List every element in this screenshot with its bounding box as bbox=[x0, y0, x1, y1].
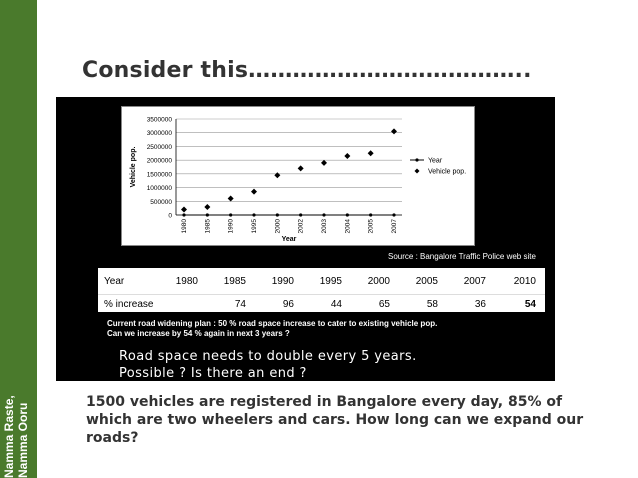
table-cell-year: 1985 bbox=[223, 276, 246, 287]
series-year-point bbox=[276, 213, 279, 216]
series-year-point bbox=[299, 213, 302, 216]
source-note: Source : Bangalore Traffic Police web site bbox=[388, 252, 536, 261]
series-year-point bbox=[369, 213, 372, 216]
plan-line2: Can we increase by 54 % again in next 3 years ? bbox=[107, 329, 290, 338]
table-cell-increase: 96 bbox=[282, 299, 294, 310]
series-year-point bbox=[322, 213, 325, 216]
table-cell-year: 2005 bbox=[415, 276, 438, 287]
series-vehicle-point bbox=[368, 150, 374, 156]
table-cell-increase: 36 bbox=[474, 299, 486, 310]
table-cell-year: 2010 bbox=[513, 276, 536, 287]
x-tick-label: 2003 bbox=[321, 219, 328, 234]
y-axis-label: Vehicle pop. bbox=[130, 146, 137, 188]
series-vehicle-point bbox=[344, 153, 350, 159]
x-tick-label: 1985 bbox=[204, 219, 212, 234]
chart-svg bbox=[122, 107, 476, 247]
table-cell-increase: 58 bbox=[426, 299, 438, 310]
series-vehicle-point bbox=[228, 196, 234, 202]
table-cell-increase: 74 bbox=[234, 299, 246, 310]
table-header-year: Year bbox=[104, 276, 125, 287]
x-tick-label: 2000 bbox=[274, 219, 282, 234]
x-tick-label: 2004 bbox=[344, 219, 352, 234]
table-cell-increase: 44 bbox=[330, 299, 342, 310]
x-tick-label: 1980 bbox=[181, 219, 188, 234]
table-cell-year: 1990 bbox=[271, 276, 294, 287]
table-cell-year: 2007 bbox=[463, 276, 486, 287]
series-vehicle-point bbox=[391, 128, 397, 134]
table-cell-year: 1980 bbox=[175, 276, 198, 287]
series-year-point bbox=[229, 213, 232, 216]
y-tick-label: 2000000 bbox=[146, 157, 172, 165]
road-line2: Possible ? Is there an end ? bbox=[119, 366, 307, 381]
sidebar-caption bbox=[2, 368, 30, 478]
table-row-year bbox=[98, 272, 545, 292]
y-tick-label: 1000000 bbox=[146, 185, 172, 193]
plan-line1: Current road widening plan : 50 % road space increase to cater to existing vehicle pop. bbox=[107, 319, 438, 328]
table-cell-year: 2000 bbox=[367, 276, 390, 287]
table-row-increase bbox=[98, 294, 545, 314]
table-cell-increase: 54 bbox=[524, 299, 536, 310]
x-tick-label: 1990 bbox=[227, 219, 235, 234]
x-tick-label: 2002 bbox=[297, 219, 305, 234]
legend-year-label: Year bbox=[428, 157, 443, 165]
y-tick-label: 1500000 bbox=[146, 171, 172, 179]
increase-table bbox=[98, 268, 545, 312]
series-year-point bbox=[392, 213, 395, 216]
sidebar-caption-line1: Namma Raste, bbox=[2, 395, 16, 478]
series-vehicle-point bbox=[321, 160, 327, 166]
series-vehicle-point bbox=[251, 189, 257, 195]
sidebar-caption-line2: Namma Ooru bbox=[16, 402, 30, 478]
y-tick-label: 500000 bbox=[150, 198, 172, 206]
table-cell-increase: 65 bbox=[378, 299, 390, 310]
legend-vehicle-label: Vehicle pop. bbox=[428, 168, 467, 176]
legend-year-marker bbox=[415, 158, 418, 161]
series-vehicle-point bbox=[181, 207, 187, 213]
x-tick-label: 2005 bbox=[367, 219, 375, 234]
x-axis-label: Year bbox=[281, 236, 297, 243]
table-cell-year: 1995 bbox=[319, 276, 342, 287]
series-vehicle-point bbox=[298, 165, 304, 171]
slide-title: Consider this……………………………….. bbox=[82, 58, 532, 83]
plan-text bbox=[107, 319, 547, 339]
road-text bbox=[119, 348, 539, 382]
y-tick-label: 3000000 bbox=[146, 130, 172, 138]
body-paragraph: 1500 vehicles are registered in Bangalore every day, 85% of which are two wheelers and cars. How long can we expand our roads? bbox=[86, 394, 584, 446]
series-vehicle-point bbox=[204, 204, 210, 210]
series-vehicle-point bbox=[274, 172, 280, 178]
vehicle-chart bbox=[121, 106, 475, 246]
y-tick-label: 0 bbox=[168, 212, 172, 220]
series-year-point bbox=[182, 213, 185, 216]
x-tick-label: 2007 bbox=[391, 219, 398, 234]
legend-vehicle-marker bbox=[415, 169, 420, 174]
x-tick-label: 1995 bbox=[251, 219, 258, 234]
road-line1: Road space needs to double every 5 years. bbox=[119, 349, 417, 364]
y-tick-label: 2500000 bbox=[146, 143, 172, 151]
series-year-point bbox=[346, 213, 349, 216]
series-year-point bbox=[252, 213, 255, 216]
y-tick-label: 3500000 bbox=[146, 116, 172, 124]
sidebar-band bbox=[0, 0, 37, 478]
series-year-point bbox=[206, 213, 209, 216]
table-header-increase: % increase bbox=[104, 299, 154, 310]
